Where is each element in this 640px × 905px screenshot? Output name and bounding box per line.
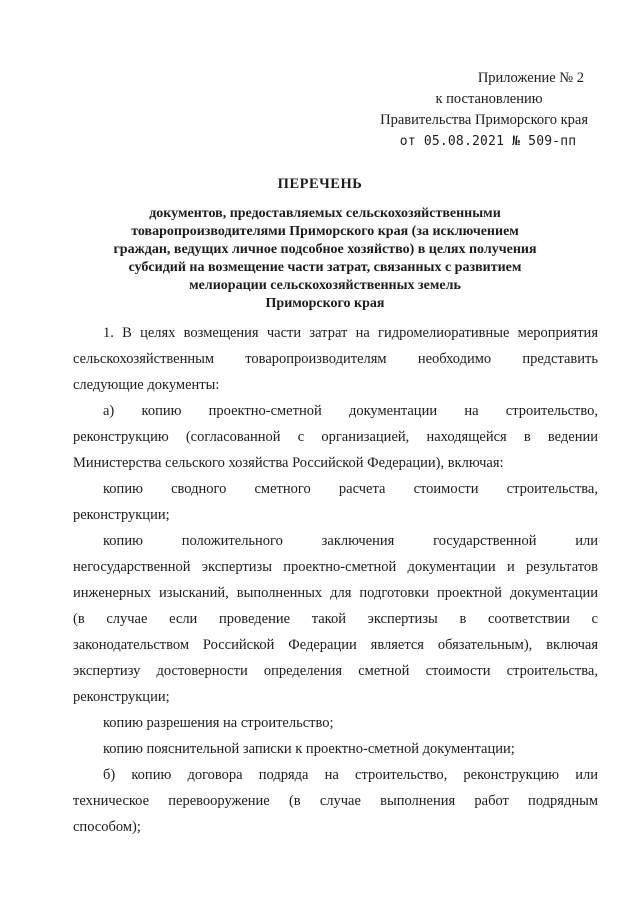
document-title: ПЕРЕЧЕНЬ <box>277 176 363 192</box>
body-line: экспертизу достоверности определения сметной стоимости строительства, <box>73 663 598 679</box>
body-line: реконструкции; <box>73 689 170 705</box>
appendix-number: Приложение № 2 <box>477 70 584 86</box>
body-line: 1. В целях возмещения части затрат на гидромелиоративные мероприятия <box>103 325 598 341</box>
subtitle-line: граждан, ведущих личное подсобное хозяйство) в целях получения <box>113 242 537 257</box>
appendix-government: Правительства Приморского края <box>380 112 588 128</box>
body-line: законодательством Российской Федерации является обязательным), включая <box>73 637 598 653</box>
document-subtitle <box>60 205 590 313</box>
subtitle-line: Приморского края <box>265 296 385 311</box>
body-line: копию сводного сметного расчета стоимости строительства, <box>103 481 598 497</box>
body-line: способом); <box>73 819 141 835</box>
body-line: сельскохозяйственным товаропроизводителям необходимо представить <box>73 351 598 367</box>
body-line: копию пояснительной записки к проектно-сметной документации; <box>103 741 515 757</box>
subtitle-line: субсидий на возмещение части затрат, связанных с развитием <box>128 260 522 275</box>
appendix-to-decree: к постановлению <box>435 91 543 107</box>
subtitle-line: документов, предоставляемых сельскохозяйственными <box>149 206 501 221</box>
decree-reference: от 05.08.2021 № 509-пп <box>399 134 577 149</box>
body-line: копию разрешения на строительство; <box>103 715 334 731</box>
document-body <box>73 320 598 840</box>
body-line: следующие документы: <box>73 377 220 393</box>
body-line: Министерства сельского хозяйства Российской Федерации), включая: <box>73 455 504 471</box>
body-line: копию положительного заключения государственной или <box>103 533 598 549</box>
body-line: негосударственной экспертизы проектно-сметной документации и результатов <box>73 559 598 575</box>
body-line: реконструкцию (согласованной с организацией, находящейся в ведении <box>73 429 598 445</box>
subtitle-line: мелиорации сельскохозяйственных земель <box>189 278 461 293</box>
subtitle-line: товаропроизводителями Приморского края (за исключением <box>131 224 519 239</box>
body-line: инженерных изысканий, выполненных для подготовки проектной документации <box>73 585 598 601</box>
body-line: техническое перевооружение (в случае выполнения работ подрядным <box>73 793 598 809</box>
body-line: б) копию договора подряда на строительство, реконструкцию или <box>103 767 598 783</box>
body-line: а) копию проектно-сметной документации на строительство, <box>103 403 598 419</box>
body-line: (в случае если проведение такой экспертизы в соответствии с <box>73 611 598 627</box>
appendix-header <box>380 68 588 152</box>
body-line: реконструкции; <box>73 507 170 523</box>
